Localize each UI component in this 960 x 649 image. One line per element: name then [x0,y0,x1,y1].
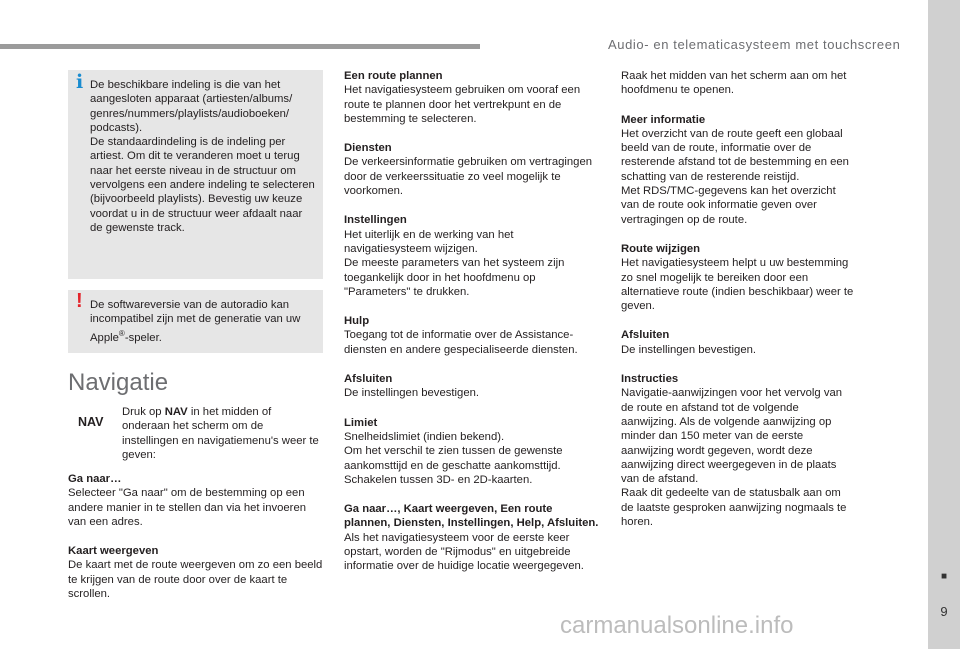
info-note-line: De standaardindeling is de indeling per artiest. Om dit te veranderen moet u terug naar het eerste niveau in de structuur om vervolgens een andere indeling te selecteren (bijvoorbeeld playlists). Bevestig uw keuze voordat u in de structuur weer afdaalt naar de gewenste track. [90,136,315,234]
header-rule [0,44,480,49]
entry-afsluiten [621,328,856,357]
page-number: 9 [940,604,948,619]
entry-afsluiten [344,372,600,401]
entry-heading: Afsluiten [621,329,670,342]
entry-heading: Diensten [344,142,392,155]
entry-heading: Instructies [621,373,679,386]
entry-kaart-weergeven [68,544,326,601]
entry-text: De instellingen bevestigen. [344,387,480,400]
entry-heading: Afsluiten [344,373,393,386]
entry-text: Schakelen tussen 3D- en 2D-kaarten. [344,473,533,486]
entry-intro [621,69,856,98]
entry-ga-naar [68,472,326,529]
entry-heading: Route wijzigen [621,242,701,255]
entry-instellingen [344,213,600,299]
entry-heading: Hulp [344,315,370,328]
info-note-line: De beschikbare indeling is die van het aangesloten apparaat (artiesten/albums/ genres/nummers/playlists/audioboeken/ podcasts). [90,79,293,134]
entry-een-route-plannen [344,69,600,126]
column-middle [344,69,600,589]
entry-heading: Ga naar… [68,473,122,485]
entry-instructies [621,372,856,529]
column-right [621,69,856,544]
nav-intro-prefix: Druk op [122,406,165,418]
entry-limiet [344,416,600,487]
entry-heading: Instellingen [344,214,407,227]
entry-text: Als het navigatiesysteem voor de eerste keer opstart, worden de "Rijmodus" en uitgebreide informatie over de huidige locatie weergegeven. [344,531,584,573]
section-title: Navigatie [68,369,169,396]
entry-meer-informatie [621,113,856,227]
entry-text: De instellingen bevestigen. [621,343,757,356]
entry-heading: Een route plannen [344,70,443,82]
entry-diensten [344,141,600,198]
entry-text: Het navigatiesysteem helpt u uw bestemming zo snel mogelijk te bereiken door een alternatieve route (indien beschikbaar) weer te geven. [621,257,854,313]
entry-text: Het uiterlijk en de werking van het navigatiesysteem wijzigen. [344,228,514,255]
entry-heading: Limiet [344,416,378,429]
entry-text: Het navigatiesysteem gebruiken om vooraf een route te plannen door het vertrekpunt en de bestemming te selecteren. [344,84,581,125]
nav-intro-text [122,405,322,462]
entry-text: Toegang tot de informatie over de Assistance-diensten en andere gespecialiseerde diensten. [344,329,578,356]
entry-text: Raak dit gedeelte van de statusbalk aan om de laatste gesproken aanwijzing nogmaals te horen. [621,487,847,529]
nav-intro-bold: NAV [164,406,188,418]
entry-text: Raak het midden van het scherm aan om het hoofdmenu te openen. [621,70,847,97]
chapter-title: Audio- en telematicasysteem met touchscreen [608,37,901,52]
warning-icon: ! [76,290,83,312]
warning-text: De softwareversie van de autoradio kan incompatibel zijn met de generatie van uw Apple [90,299,301,344]
entry-text: Selecteer "Ga naar" om de bestemming op een andere manier in te stellen dan via het invoeren van een adres. [68,487,307,528]
entry-hulp [344,314,600,357]
warning-note-text [90,298,316,345]
entry-text: De kaart met de route weergeven om zo een beeld te krijgen van de route door over de kaart te scrollen. [68,559,323,601]
entry-heading: Kaart weergeven [68,545,159,558]
watermark: carmanualsonline.info [560,612,794,639]
entry-text: Navigatie-aanwijzingen voor het vervolg van de route en afstand tot de volgende aanwijzing. Als de volgende aanwijzing op minder dan 150 meter van de eerste aanwijzing wordt gegeven, wordt deze aanwijzing direct weergegeven in de plaats van de afstand. [621,387,843,486]
entry-ga-naar-kaart-weergeven-een-route-plannen-diensten-instellingen-help-afsluiten [344,502,600,573]
entry-text: De meeste parameters van het systeem zijn toegankelijk door in het hoofdmenu op "Parameters" te drukken. [344,257,565,298]
info-note [68,70,323,279]
info-note-text [90,78,316,235]
page-side-strip [928,0,960,649]
info-icon: i [76,71,84,93]
entry-route-wijzigen [621,242,856,313]
warning-note [68,290,323,353]
registered-mark: ® [118,328,125,338]
warning-text-end: -speler. [124,331,162,344]
entry-text: Om het verschil te zien tussen de gewenste aankomsttijd en de geschatte aankomsttijd. [344,445,563,472]
entry-heading: Meer informatie [621,113,706,126]
nav-key-label: NAV [78,415,104,429]
column-left [68,472,326,616]
continuation-mark: ■ [940,571,948,582]
entry-text: De verkeersinformatie gebruiken om vertragingen door de verkeerssituatie zo veel mogelijk te voorkomen. [344,156,593,198]
nav-intro-suffix: in het midden of onderaan het scherm om de instellingen en navigatiemenu's weer te geven: [122,406,319,461]
entry-text: Het overzicht van de route geeft een globaal beeld van de route, informatie over de resterende afstand tot de bestemming en een schatting van de resterende reistijd. [621,127,849,183]
entry-heading: Ga naar…, Kaart weergeven, Een route plannen, Diensten, Instellingen, Help, Afsluiten. [344,503,599,530]
entry-text: Snelheidslimiet (indien bekend). [344,430,505,443]
entry-text: Met RDS/TMC-gegevens kan het overzicht van de route ook informatie geven over vertragingen op de route. [621,185,836,226]
